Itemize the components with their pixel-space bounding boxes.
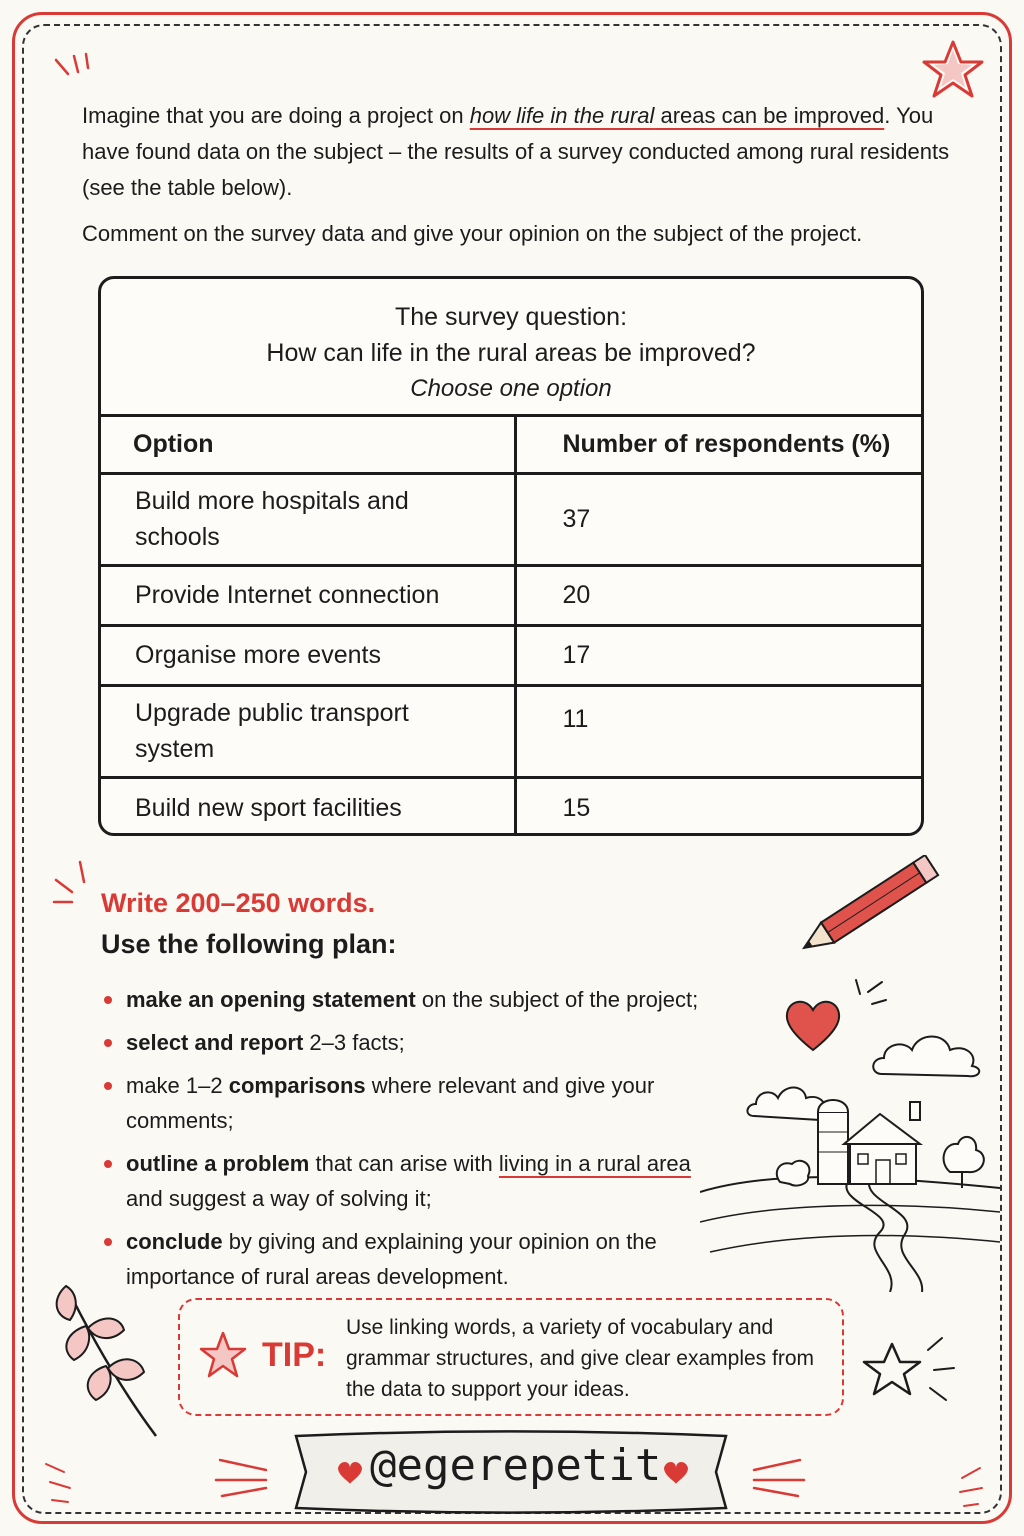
survey-table-card — [98, 276, 924, 836]
project-topic-highlight: how life in the rural areas can be improved — [469, 103, 885, 128]
survey-table — [101, 417, 921, 836]
table-row — [101, 473, 921, 565]
spark-lines-icon — [40, 1458, 80, 1508]
list-item: make an opening statement on the subject of the project; — [104, 982, 744, 1017]
option-cell: Build new sport facilities — [135, 793, 402, 822]
survey-question: How can life in the rural areas be improved? — [266, 339, 756, 367]
cloud-icon — [868, 1024, 988, 1082]
value-cell: 11 — [515, 685, 921, 777]
table-row — [101, 777, 921, 836]
spark-lines-icon — [950, 1462, 990, 1512]
list-item: outline a problem that can arise with living in a rural area and suggest a way of solving it; — [104, 1146, 694, 1216]
value-cell: 37 — [515, 473, 921, 565]
table-header-row — [101, 417, 921, 473]
word-count-requirement: Write 200–250 words. — [101, 888, 376, 918]
author-handle: @egerepetit — [370, 1440, 662, 1491]
table-row — [101, 685, 921, 777]
table-row — [101, 565, 921, 625]
spark-lines-icon — [740, 1440, 810, 1500]
list-item: select and report 2–3 facts; — [104, 1025, 744, 1060]
table-row — [101, 625, 921, 685]
list-item: conclude by giving and explaining your opinion on the importance of rural areas development. — [104, 1224, 684, 1294]
star-icon — [198, 1330, 248, 1380]
option-cell: Organise more events — [101, 625, 515, 685]
survey-instruction: Choose one option — [410, 375, 612, 402]
spark-lines-icon — [850, 976, 890, 1010]
star-icon — [920, 38, 986, 102]
spark-lines-icon — [210, 1440, 280, 1500]
heart-icon — [780, 992, 846, 1056]
list-item: make 1–2 comparisons where relevant and give your comments; — [104, 1068, 744, 1138]
tip-box — [178, 1298, 844, 1416]
instruction-paragraph: Comment on the survey data and give your opinion on the subject of the project. — [82, 221, 863, 246]
option-cell: Provide Internet connection — [101, 565, 515, 625]
value-cell: 15 — [515, 777, 921, 836]
column-header-number: Number of respondents (%) — [515, 417, 921, 473]
spark-lines-icon — [48, 50, 98, 90]
value-cell: 17 — [515, 625, 921, 685]
tip-label: TIP: — [262, 1336, 327, 1374]
value-cell: 20 — [515, 565, 921, 625]
option-cell: Upgrade public transport system — [101, 685, 515, 777]
spark-lines-icon — [50, 858, 100, 908]
intro-paragraph: Imagine that you are doing a project on how life in the rural areas can be improved. You have found data on the subject – the results of a survey conducted among rural residents (see the table below). — [82, 103, 950, 200]
farm-icon — [700, 1092, 1000, 1292]
leaf-branch-icon — [36, 1276, 166, 1446]
outline-star-icon — [858, 1330, 968, 1410]
survey-heading: The survey question: — [394, 303, 628, 331]
task-introduction — [82, 98, 972, 262]
pencil-icon — [780, 855, 955, 960]
tip-text: Use linking words, a variety of vocabulary and grammar structures, and give clear examples from the data to support your ideas. — [346, 1316, 814, 1401]
essay-plan-list — [104, 982, 744, 1302]
survey-header — [101, 279, 921, 417]
column-header-option: Option — [101, 417, 515, 473]
plan-title: Use the following plan: — [101, 929, 397, 959]
rural-living-highlight: living in a rural area — [498, 1151, 691, 1176]
option-cell: Build more hospitals and schools — [101, 473, 515, 565]
